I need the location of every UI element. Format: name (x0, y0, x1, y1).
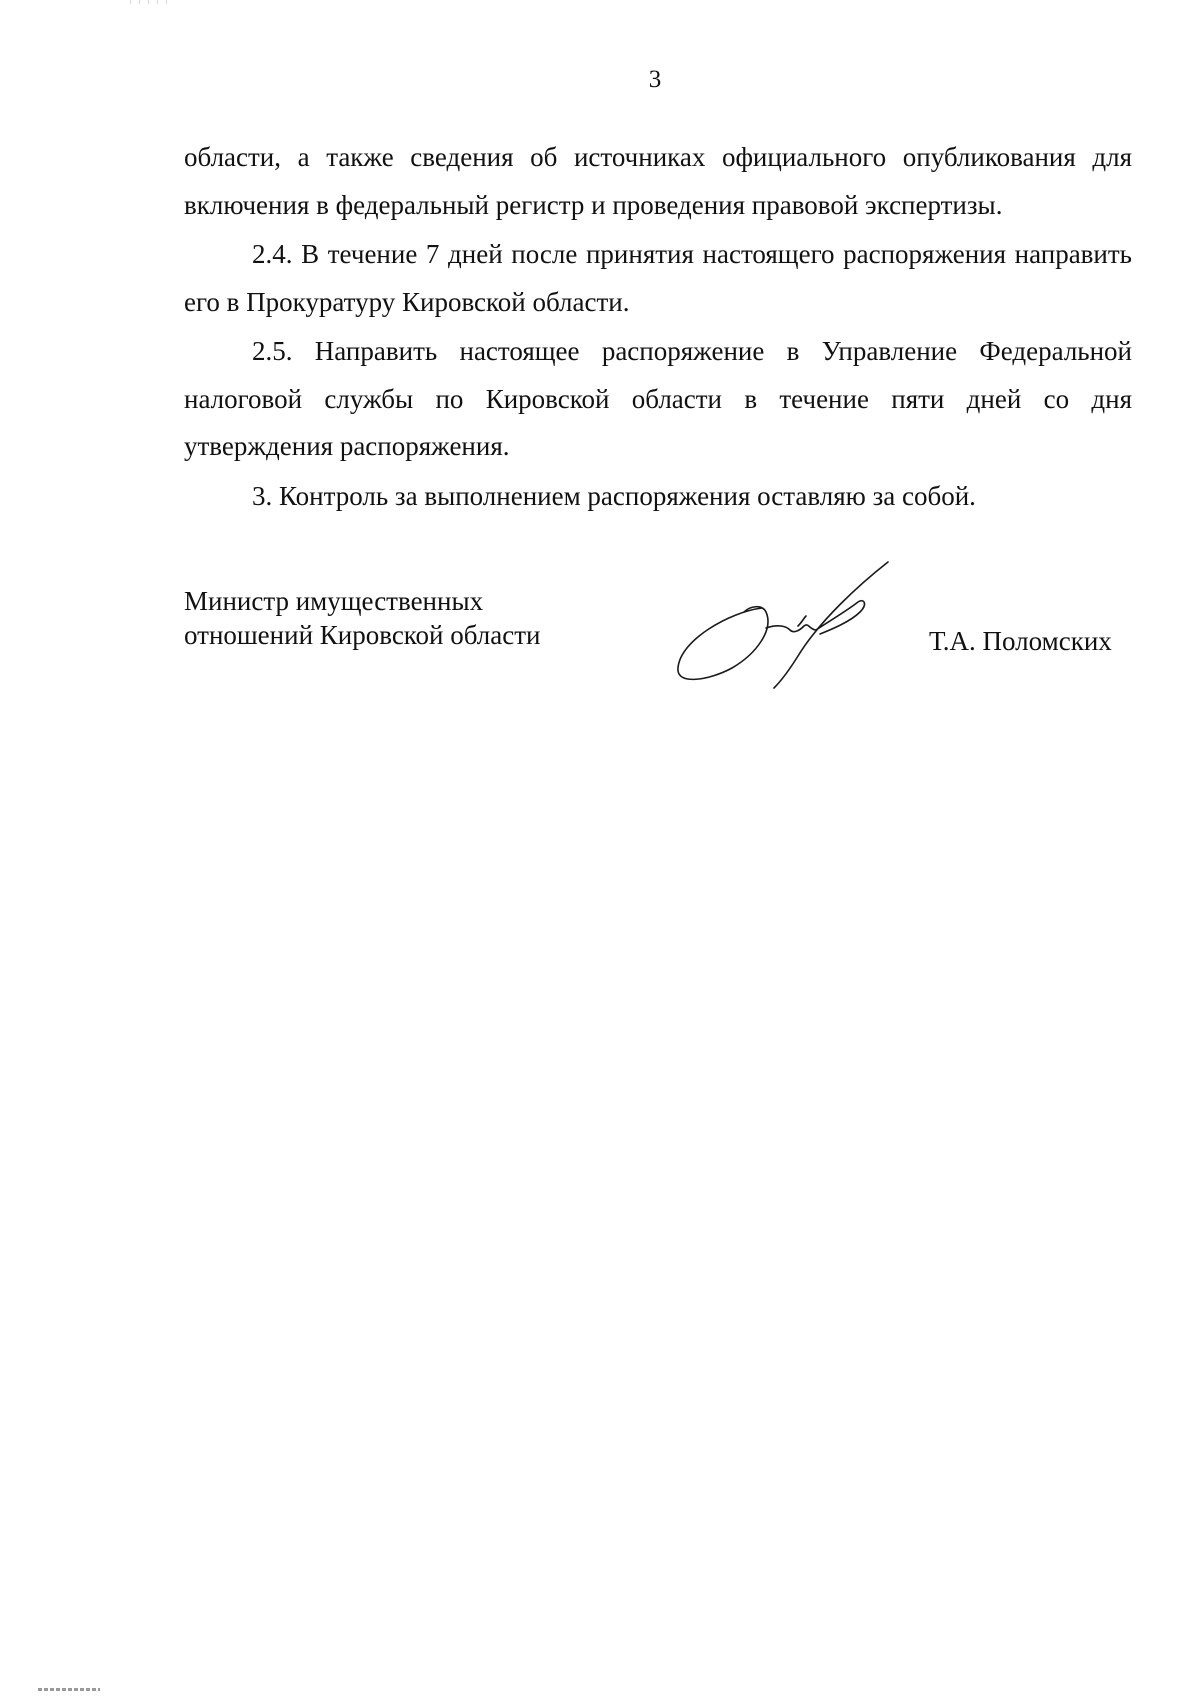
paragraph-3: 3. Контроль за выполнением распоряжения оставляю за собой. (252, 480, 976, 511)
scan-artifact (130, 0, 170, 4)
position-line-2: отношений Кировской области (184, 620, 541, 650)
handwritten-signature (670, 560, 910, 690)
paragraph-continuation: области, а также сведения об источниках официального опубликования для включения в федеральный регистр и проведения правовой экспертизы. (184, 142, 1132, 220)
paragraph-2-4: 2.4. В течение 7 дней после принятия настоящего распоряжения направить его в Прокуратуру Кировской области. (184, 239, 1132, 317)
signatory-position (184, 584, 541, 652)
document-body (184, 134, 1132, 522)
scan-edge-mark (38, 1688, 100, 1691)
signatory-name: Т.А. Поломских (929, 626, 1112, 656)
position-line-1: Министр имущественных (184, 586, 484, 616)
page-number: 3 (648, 66, 662, 93)
paragraph-2-5: 2.5. Направить настоящее распоряжение в Управление Федеральной налоговой службы по Кировской области в течение пяти дней со дня утверждения распоряжения. (184, 336, 1132, 461)
